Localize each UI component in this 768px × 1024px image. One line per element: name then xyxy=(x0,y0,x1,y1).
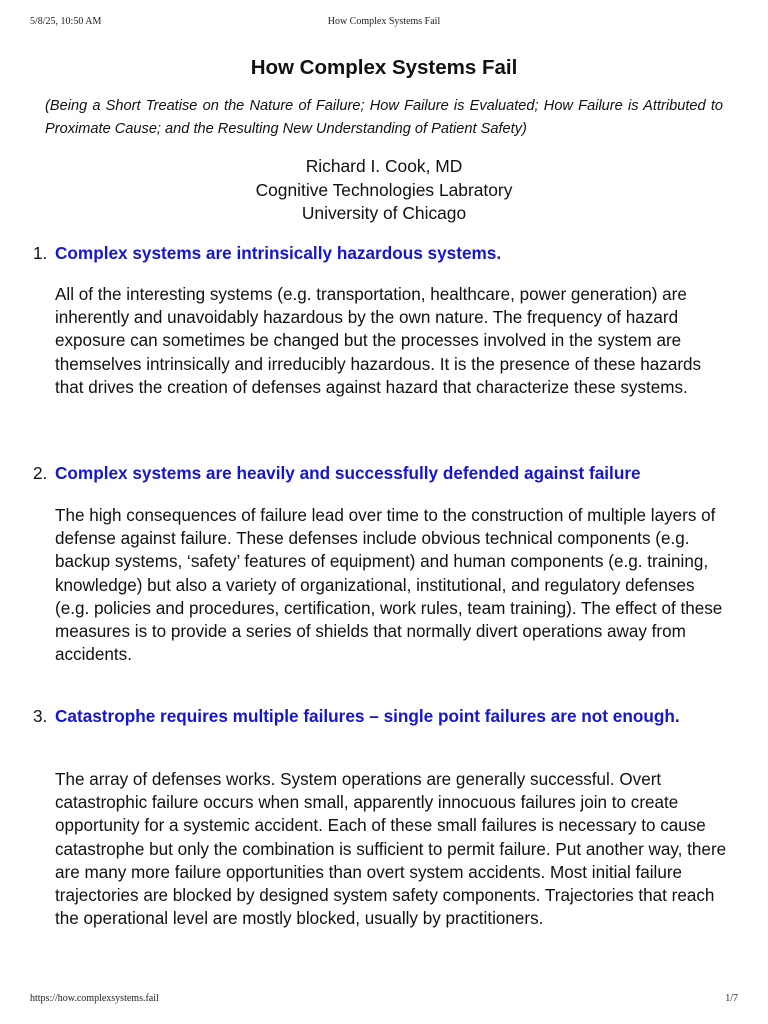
author-institution: University of Chicago xyxy=(301,203,467,223)
section-2-heading xyxy=(33,462,723,485)
section-3-body: The array of defenses works. System operations are generally successful. Overt catastrophic failure occurs when small, apparently innocuous failures join to create opportunity for a systemic accident. Each of these small failures is necessary to cause catastrophe but only the combination is sufficient to permit failure. Put another way, there are many more failure opportunities than overt system accidents. Most initial failure trajectories are blocked by designed system safety components. Trajectories that reach the operational level are mostly blocked, usually by practitioners. xyxy=(55,770,727,929)
document-title: How Complex Systems Fail xyxy=(250,56,518,79)
section-2-number: 2. xyxy=(33,463,48,483)
section-1-heading-text: Complex systems are intrinsically hazardous systems. xyxy=(55,243,502,263)
print-page-title: How Complex Systems Fail xyxy=(327,16,441,27)
author-organization: Cognitive Technologies Labratory xyxy=(255,179,513,200)
print-url: https://how.complexsystems.fail xyxy=(30,993,159,1004)
print-footer xyxy=(30,993,738,1007)
section-1-number: 1. xyxy=(33,243,48,263)
document-subtitle: (Being a Short Treatise on the Nature of Failure; How Failure is Evaluated; How Failure is Attributed to Proximate Cause; and the Resulting New Understanding of Patient Safety) xyxy=(45,98,723,137)
print-header xyxy=(30,16,738,30)
section-3-heading xyxy=(33,705,723,728)
author-name: Richard I. Cook, MD xyxy=(305,156,463,176)
print-datetime: 5/8/25, 10:50 AM xyxy=(30,16,102,27)
section-1-body: All of the interesting systems (e.g. transportation, healthcare, power generation) are inherently and unavoidably hazardous by the own nature. The frequency of hazard exposure can sometimes be changed but the processes involved in the system are themselves intrinsically and irreducibly hazardous. It is the presence of these hazards that drives the creation of defenses against hazard that characterize these systems. xyxy=(55,285,702,397)
section-3-heading-text: Catastrophe requires multiple failures – single point failures are not enough. xyxy=(55,706,680,726)
section-2-body: The high consequences of failure lead over time to the construction of multiple layers of defense against failure. These defenses include obvious technical components (e.g. backup systems, ‘safety’ features of equipment) and human components (e.g. training, knowledge) but also a variety of organizational, institutional, and regulatory defenses (e.g. policies and procedures, certification, work rules, team training). The effect of these measures is to provide a series of shields that normally divert operations away from accidents. xyxy=(55,506,723,665)
author-block xyxy=(0,155,768,226)
section-3-number: 3. xyxy=(33,706,48,726)
section-2-heading-text: Complex systems are heavily and successfully defended against failure xyxy=(55,463,641,483)
section-1-heading xyxy=(33,242,723,265)
print-page-indicator: 1/7 xyxy=(725,993,738,1004)
